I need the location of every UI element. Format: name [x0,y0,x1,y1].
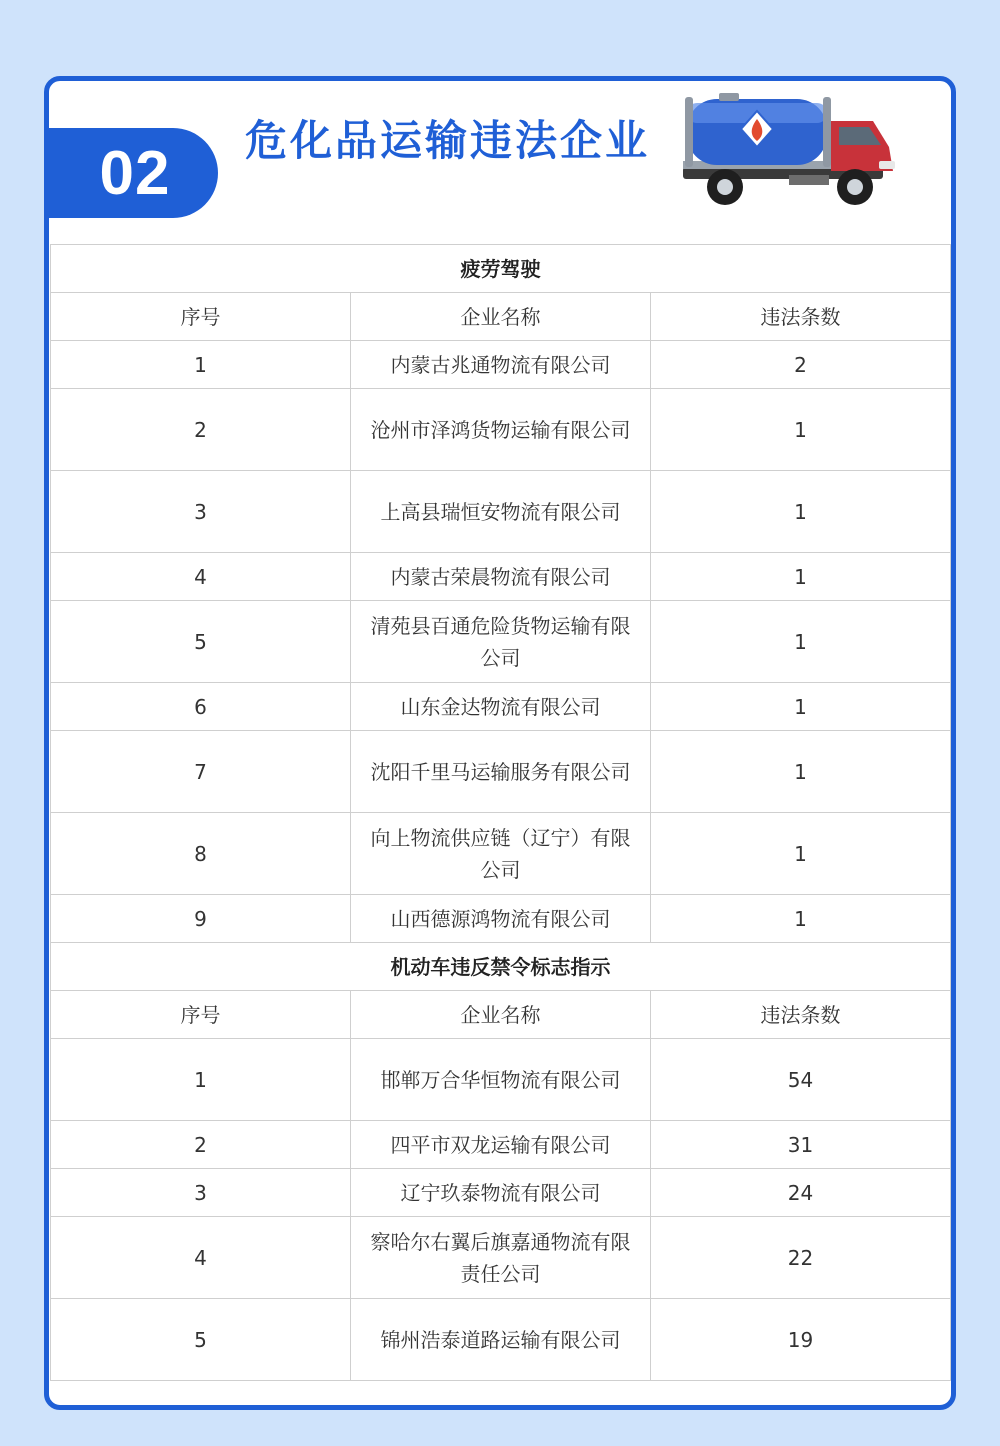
row-number: 1 [51,1039,351,1121]
table-row [51,471,951,553]
section-header-row [51,245,951,293]
table-row [51,1169,951,1217]
content-card [44,76,956,1410]
row-number: 3 [51,471,351,553]
section-title: 机动车违反禁令标志指示 [51,943,951,991]
company-name: 山东金达物流有限公司 [351,683,651,731]
column-header-no: 序号 [51,991,351,1039]
section-number-badge [44,128,218,218]
company-name: 内蒙古兆通物流有限公司 [351,341,651,389]
page-title: 危化品运输违法企业 [245,116,651,165]
column-header-row [51,991,951,1039]
table-row [51,1039,951,1121]
violation-count: 19 [651,1299,951,1381]
company-name: 四平市双龙运输有限公司 [351,1121,651,1169]
violation-count: 24 [651,1169,951,1217]
table-row [51,389,951,471]
company-name: 察哈尔右翼后旗嘉通物流有限责任公司 [351,1217,651,1299]
row-number: 5 [51,1299,351,1381]
table-row [51,813,951,895]
table-row [51,1217,951,1299]
table-row [51,341,951,389]
company-name: 邯郸万合华恒物流有限公司 [351,1039,651,1121]
company-name: 清苑县百通危险货物运输有限公司 [351,601,651,683]
violation-count: 22 [651,1217,951,1299]
row-number: 2 [51,1121,351,1169]
row-number: 7 [51,731,351,813]
company-name: 山西德源鸿物流有限公司 [351,895,651,943]
violation-count: 1 [651,731,951,813]
section-number: 02 [99,138,171,208]
table-row [51,895,951,943]
row-number: 4 [51,1217,351,1299]
column-header-no: 序号 [51,293,351,341]
column-header-company: 企业名称 [351,991,651,1039]
column-header-count: 违法条数 [651,293,951,341]
company-name: 锦州浩泰道路运输有限公司 [351,1299,651,1381]
violation-count: 1 [651,389,951,471]
row-number: 9 [51,895,351,943]
column-header-row [51,293,951,341]
row-number: 6 [51,683,351,731]
table-row [51,553,951,601]
table-row [51,601,951,683]
company-name: 辽宁玖泰物流有限公司 [351,1169,651,1217]
table-row [51,1299,951,1381]
violation-count: 2 [651,341,951,389]
violation-count: 1 [651,601,951,683]
row-number: 3 [51,1169,351,1217]
row-number: 4 [51,553,351,601]
table-row [51,683,951,731]
company-name: 向上物流供应链（辽宁）有限公司 [351,813,651,895]
violation-table [50,244,951,1381]
row-number: 8 [51,813,351,895]
violation-count: 1 [651,895,951,943]
violation-tables [50,244,950,1381]
row-number: 1 [51,341,351,389]
violation-count: 1 [651,813,951,895]
section-header-row [51,943,951,991]
company-name: 沧州市泽鸿货物运输有限公司 [351,389,651,471]
row-number: 2 [51,389,351,471]
violation-count: 31 [651,1121,951,1169]
violation-count: 1 [651,471,951,553]
table-row [51,1121,951,1169]
table-row [51,731,951,813]
violation-count: 1 [651,683,951,731]
violation-count: 1 [651,553,951,601]
tanker-truck-icon [679,91,905,213]
company-name: 内蒙古荣晨物流有限公司 [351,553,651,601]
column-header-count: 违法条数 [651,991,951,1039]
company-name: 沈阳千里马运输服务有限公司 [351,731,651,813]
violation-count: 54 [651,1039,951,1121]
row-number: 5 [51,601,351,683]
company-name: 上高县瑞恒安物流有限公司 [351,471,651,553]
column-header-company: 企业名称 [351,293,651,341]
section-title: 疲劳驾驶 [51,245,951,293]
